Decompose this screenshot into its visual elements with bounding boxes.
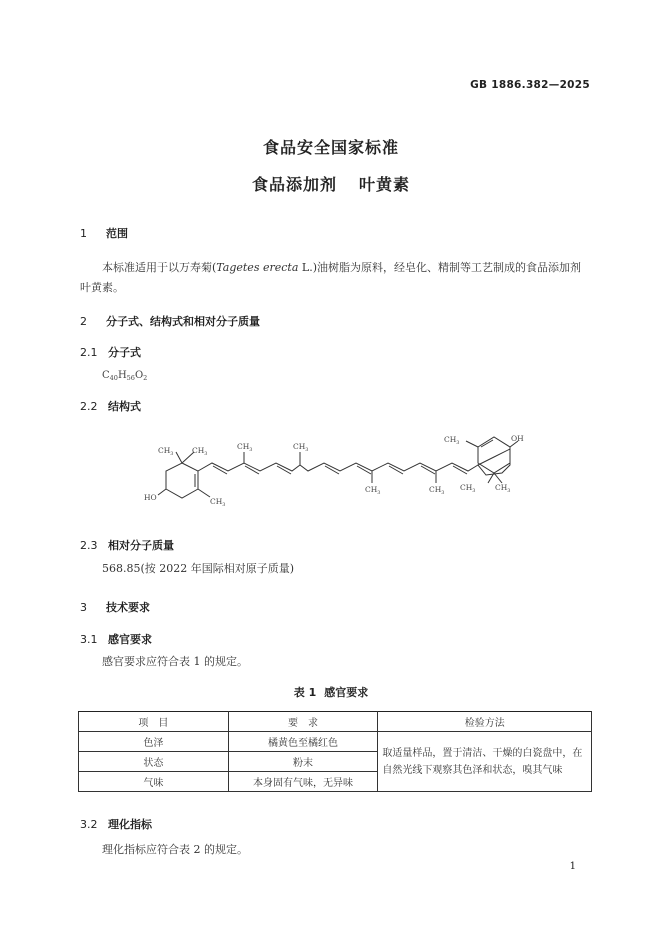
cell-requirement: 橘黄色至橘红色 xyxy=(228,732,378,752)
section-title: 范围 xyxy=(106,227,128,240)
scope-text-line2: 叶黄素。 xyxy=(80,281,124,294)
ch3-label: $CH_3$ xyxy=(210,497,226,508)
molecular-mass: 568.85(按 2022 年国际相对原子质量) xyxy=(102,562,295,575)
section-number: 3 xyxy=(80,601,87,614)
cell-item: 色泽 xyxy=(79,732,229,752)
cell-requirement: 本身固有气味，无异味 xyxy=(228,772,378,792)
cell-test-method: 取适量样品，置于清洁、干燥的白瓷盘中，在自然光线下观察其色泽和状态，嗅其气味 xyxy=(378,732,592,792)
molecular-formula: $C_{40}H_{56}O_2$ xyxy=(102,370,148,382)
ch3-label: $CH_3$ xyxy=(429,485,445,496)
table-header-row xyxy=(79,712,592,732)
header-requirement: 要 求 xyxy=(228,712,378,732)
section-1-heading xyxy=(80,225,128,241)
section-3-1-heading xyxy=(80,631,152,647)
ho-label: HO xyxy=(144,493,157,502)
section-number: 2 xyxy=(80,315,87,328)
ch3-label: $CH_3$ xyxy=(444,435,460,446)
structural-formula xyxy=(140,425,530,515)
section-3-2-heading xyxy=(80,816,152,832)
section-2-2-heading xyxy=(80,398,141,414)
ch3-label: $CH_3$ xyxy=(158,446,174,457)
section-number: 2.1 xyxy=(80,346,98,359)
section-title: 结构式 xyxy=(108,400,141,413)
section-number: 1 xyxy=(80,227,87,240)
header-test-method: 检验方法 xyxy=(378,712,592,732)
table-caption xyxy=(0,684,662,700)
ch3-label: $CH_3$ xyxy=(365,485,381,496)
ch3-label: $CH_3$ xyxy=(293,442,309,453)
section-title: 相对分子质量 xyxy=(108,539,174,552)
bond-lines xyxy=(158,439,510,498)
subtitle-part-1: 食品添加剂 xyxy=(251,175,337,194)
ch3-label: $CH_3$ xyxy=(192,446,208,457)
section-2-3-heading xyxy=(80,537,174,553)
section-number: 3.1 xyxy=(80,633,98,646)
header-item: 项 目 xyxy=(79,712,229,732)
section-number: 3.2 xyxy=(80,818,98,831)
cell-item: 气味 xyxy=(79,772,229,792)
right-ring-lines xyxy=(466,437,518,483)
section-title: 技术要求 xyxy=(106,601,150,614)
section-number: 2.3 xyxy=(80,539,98,552)
ch3-label: $CH_3$ xyxy=(237,442,253,453)
standard-code: GB 1886.382—2025 xyxy=(470,79,590,91)
section-2-1-heading xyxy=(80,344,141,360)
section-title: 感官要求 xyxy=(108,633,152,646)
section-3-heading xyxy=(80,599,150,615)
sensory-requirements-table xyxy=(78,711,592,792)
section-title: 分子式、结构式和相对分子质量 xyxy=(106,315,260,328)
scope-text-a: 本标准适用于以万寿菊( xyxy=(102,261,217,274)
table-label: 表 1 xyxy=(293,686,317,699)
scope-paragraph xyxy=(80,258,592,298)
ch3-label: $CH_3$ xyxy=(460,483,476,494)
scope-text-b: L.)油树脂为原料，经皂化、精制等工艺制成的食品添加剂 xyxy=(298,261,581,274)
physicochemical-requirement-text: 理化指标应符合表 2 的规定。 xyxy=(102,843,248,856)
subtitle-part-2: 叶黄素 xyxy=(359,175,411,194)
section-2-heading xyxy=(80,313,260,329)
table-title: 感官要求 xyxy=(324,686,369,699)
section-number: 2.2 xyxy=(80,400,98,413)
oh-label: OH xyxy=(511,434,524,443)
cell-requirement: 粉末 xyxy=(228,752,378,772)
table-row xyxy=(79,732,592,752)
section-title: 理化指标 xyxy=(108,818,152,831)
cell-item: 状态 xyxy=(79,752,229,772)
sensory-requirement-text: 感官要求应符合表 1 的规定。 xyxy=(102,655,248,668)
ch3-label: $CH_3$ xyxy=(495,483,511,494)
document-subtitle xyxy=(0,172,662,195)
page-number: 1 xyxy=(569,861,576,872)
scope-latin-name: Tagetes erecta xyxy=(216,261,299,274)
section-title: 分子式 xyxy=(108,346,141,359)
document-title: 食品安全国家标准 xyxy=(262,138,399,157)
